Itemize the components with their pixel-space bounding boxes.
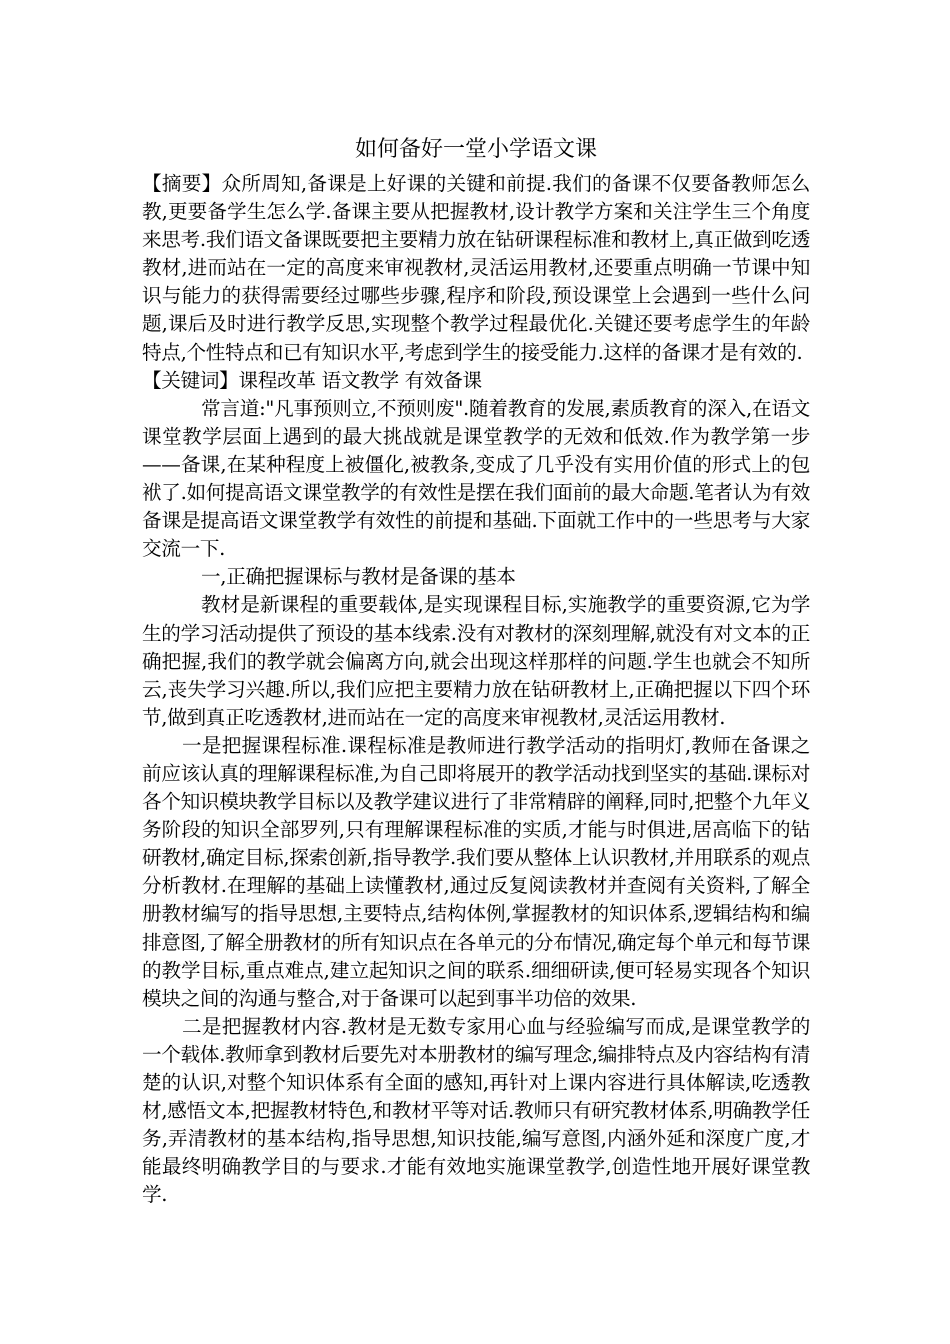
document-title: 如何备好一堂小学语文课 <box>354 137 597 162</box>
intro-paragraph: 常言道:"凡事预则立,不预则废".随着教育的发展,素质教育的深入,在语文课堂教学层面上遇到的最大挑战就是课堂教学的无效和低效.作为教学第一步——备课,在某种程度上被僵化,被教条,变成了几乎没有实用价值的形式上的包袱了.如何提高语文课堂教学的有效性是摆在我们面前的最大命题.笔者认为有效备课是提高语文课堂教学有效性的前提和基础.下面就工作中的一些思考与大家交流一下. <box>142 396 810 561</box>
point-two-paragraph: 二是把握教材内容.教材是无数专家用心血与经验编写而成,是课堂教学的一个载体.教师拿到教材后要先对本册教材的编写理念,编排特点及内容结构有清楚的认识,对整个知识体系有全面的感知,再针对上课内容进行具体解读,吃透教材,感悟文本,把握教材特色,和教材平等对话.教师只有研究教材体系,明确教学任务,弄清教材的基本结构,指导思想,知识技能,编写意图,内涵外延和深度广度,才能最终明确教学目的与要求.才能有效地实施课堂教学,创造性地开展好课堂教学. <box>142 1014 810 1207</box>
keywords-line: 【关键词】课程改革 语文教学 有效备课 <box>142 368 482 392</box>
section-paragraph: 教材是新课程的重要载体,是实现课程目标,实施教学的重要资源,它为学生的学习活动提供了预设的基本线索.没有对教材的深刻理解,就没有对文本的正确把握,我们的教学就会偏离方向,就会出现这样那样的问题.学生也就会不知所云,丧失学习兴趣.所以,我们应把主要精力放在钻研教材上,正确把握以下四个环节,做到真正吃透教材,进而站在一定的高度来审视教材,灵活运用教材. <box>142 593 810 729</box>
section-heading: 一,正确把握课标与教材是备课的基本 <box>201 565 516 589</box>
document-page <box>142 130 810 1209</box>
point-one-paragraph: 一是把握课程标准.课程标准是教师进行教学活动的指明灯,教师在备课之前应该认真的理解课程标准,为自己即将展开的教学活动找到坚实的基础.课标对各个知识模块教学目标以及教学建议进行了非常精辟的阐释,同时,把整个九年义务阶段的知识全部罗列,只有理解课程标准的实质,才能与时俱进,居高临下的钻研教材,确定目标,探索创新,指导教学.我们要从整体上认识教材,并用联系的观点分析教材.在理解的基础上读懂教材,通过反复阅读教材并查阅有关资料,了解全册教材编写的指导思想,主要特点,结构体例,掌握教材的知识体系,逻辑结构和编排意图,了解全册教材的所有知识点在各单元的分布情况,确定每个单元和每节课的教学目标,重点难点,建立起知识之间的联系.细细研读,便可轻易实现各个知识模块之间的沟通与整合,对于备课可以起到事半功倍的效果. <box>142 733 810 1010</box>
abstract-paragraph: 【摘要】众所周知,备课是上好课的关键和前提.我们的备课不仅要备教师怎么教,更要备学生怎么学.备课主要从把握教材,设计教学方案和关注学生三个角度来思考.我们语文备课既要把主要精力放在钻研课程标准和教材上,真正做到吃透教材,进而站在一定的高度来审视教材,灵活运用教材,还要重点明确一节课中知识与能力的获得需要经过哪些步骤,程序和阶段,预设课堂上会遇到一些什么问题,课后及时进行教学反思,实现整个教学过程最优化.关键还要考虑学生的年龄特点,个性特点和已有知识水平,考虑到学生的接受能力.这样的备课才是有效的. <box>142 172 810 364</box>
